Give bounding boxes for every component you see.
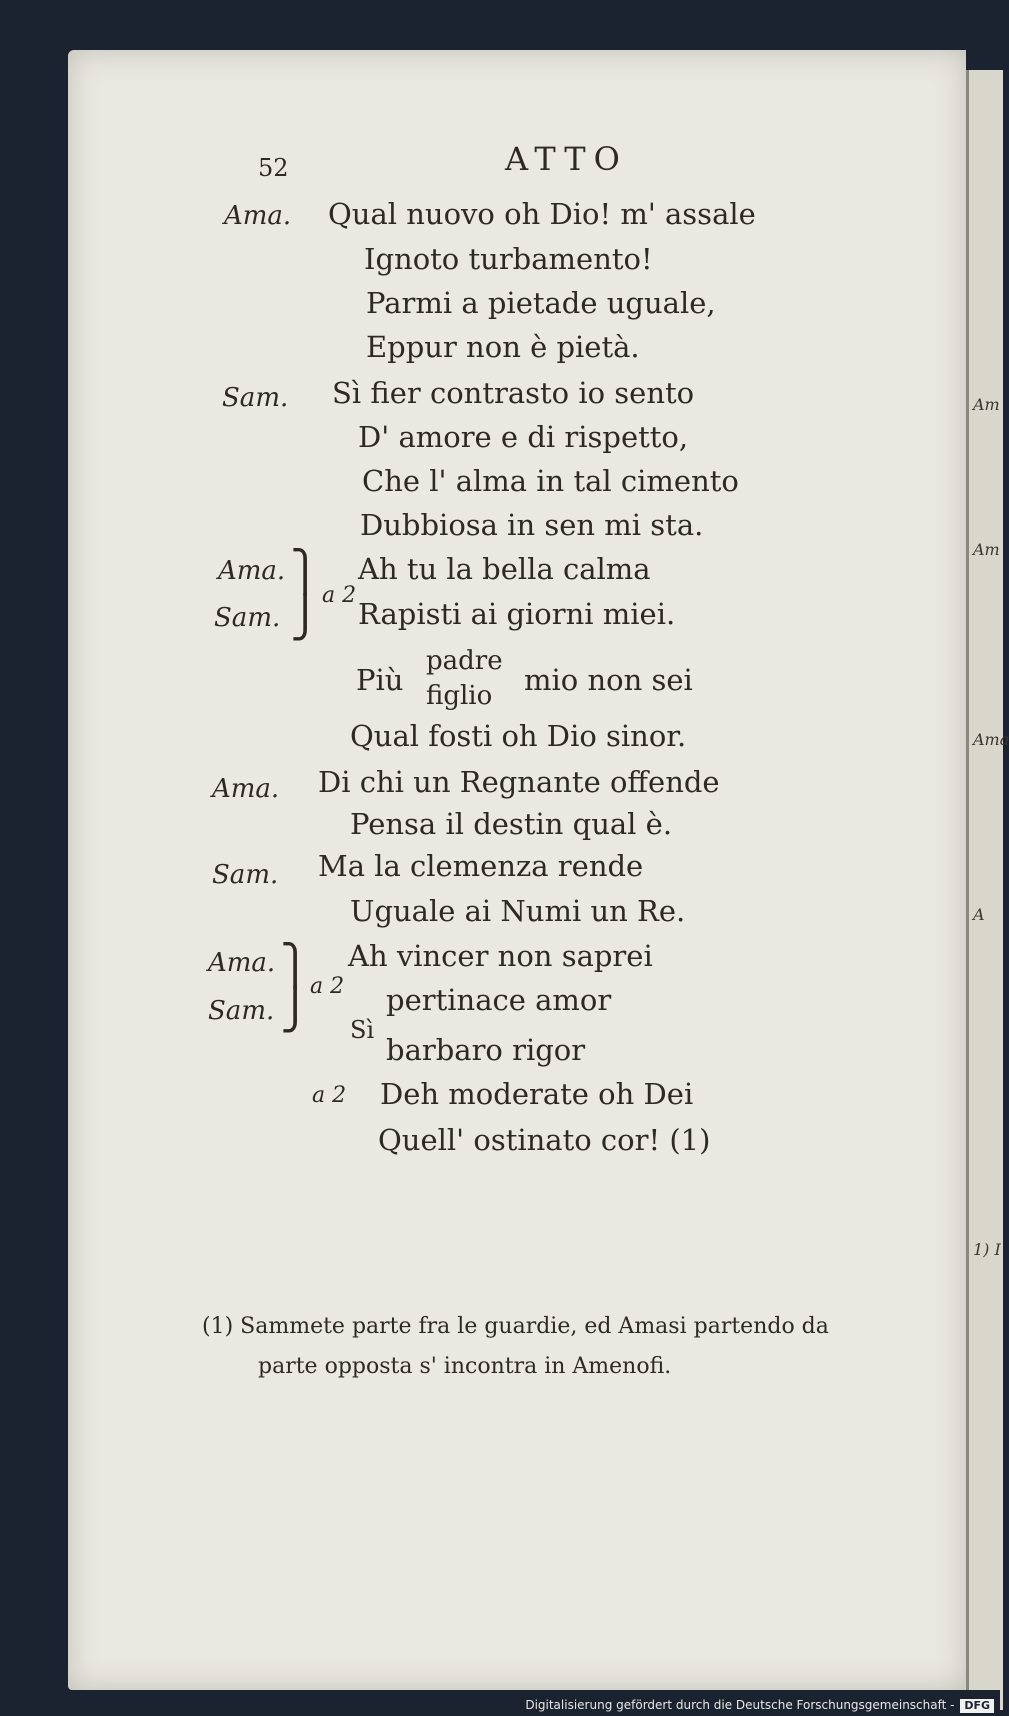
verse-line: Uguale ai Numi un Re.: [350, 894, 686, 928]
page-number: 52: [258, 154, 289, 182]
a2-marker: a 2: [312, 1083, 347, 1108]
verse-line: mio non sei: [524, 663, 693, 697]
speaker-label: Sam.: [208, 996, 275, 1026]
adjacent-fragment: Am: [973, 540, 1000, 559]
verse-word: Sì: [350, 1016, 375, 1044]
verse-line: Qual nuovo oh Dio! m' assale: [328, 197, 756, 231]
verse-line: Eppur non è pietà.: [366, 330, 640, 364]
verse-alternative: pertinace amor: [386, 983, 612, 1017]
credit-text: Digitalisierung gefördert durch die Deutsche Forschungsgemeinschaft -: [525, 1698, 955, 1712]
verse-line: Ah tu la bella calma: [358, 552, 651, 586]
brace-mark: ⎫: [280, 943, 310, 989]
brace-mark: ⎭: [280, 987, 310, 1033]
speaker-label: Ama.: [218, 556, 286, 586]
adjacent-fragment: Am: [973, 395, 1000, 414]
page-title: ATTO: [505, 140, 628, 178]
speaker-label: Ama.: [208, 948, 276, 978]
verse-line: Quell' ostinato cor! (1): [378, 1123, 711, 1157]
footnote-line: (1) Sammete parte fra le guardie, ed Amasi partendo da: [202, 1314, 829, 1339]
adjacent-page-edge: [966, 70, 1009, 1710]
verse-line: Deh moderate oh Dei: [380, 1077, 694, 1111]
verse-line: Ma la clemenza rende: [318, 849, 644, 883]
verse-line: Pensa il destin qual è.: [350, 807, 673, 841]
adjacent-fragment: Ama: [973, 730, 1009, 749]
verse-line: Rapisti ai giorni miei.: [358, 597, 676, 631]
verse-alternative: padre: [426, 646, 503, 676]
speaker-label: Sam.: [222, 383, 289, 413]
verse-alternative: barbaro rigor: [386, 1033, 586, 1067]
verse-line: Ignoto turbamento!: [364, 242, 653, 276]
a2-marker: a 2: [310, 974, 345, 999]
verse-line: Sì fier contrasto io sento: [332, 376, 695, 410]
verse-line: Che l' alma in tal cimento: [362, 464, 739, 498]
footnote-line: parte opposta s' incontra in Amenofi.: [258, 1354, 672, 1379]
adjacent-fragment: A: [973, 905, 985, 924]
brace-mark: ⎭: [290, 595, 320, 641]
brace-mark: ⎫: [290, 549, 320, 595]
speaker-label: Sam.: [212, 860, 279, 890]
verse-line: D' amore e di rispetto,: [358, 420, 689, 454]
scanner-background: [0, 0, 68, 1716]
adjacent-fragment: 1) I: [973, 1240, 1001, 1259]
dfg-logo: DFG: [960, 1699, 994, 1713]
verse-line: Dubbiosa in sen mi sta.: [360, 508, 704, 542]
verse-alternative: figlio: [426, 681, 493, 711]
a2-marker: a 2: [322, 583, 357, 608]
verse-line: Qual fosti oh Dio sinor.: [350, 719, 687, 753]
verse-line: Ah vincer non saprei: [348, 939, 653, 973]
verse-line: Parmi a pietade uguale,: [366, 286, 716, 320]
verse-word: Più: [356, 663, 404, 697]
verse-line: Di chi un Regnante offende: [318, 765, 720, 799]
speaker-label: Ama.: [224, 201, 292, 231]
speaker-label: Ama.: [212, 774, 280, 804]
speaker-label: Sam.: [214, 603, 281, 633]
digitization-credit: [0, 1694, 1000, 1716]
